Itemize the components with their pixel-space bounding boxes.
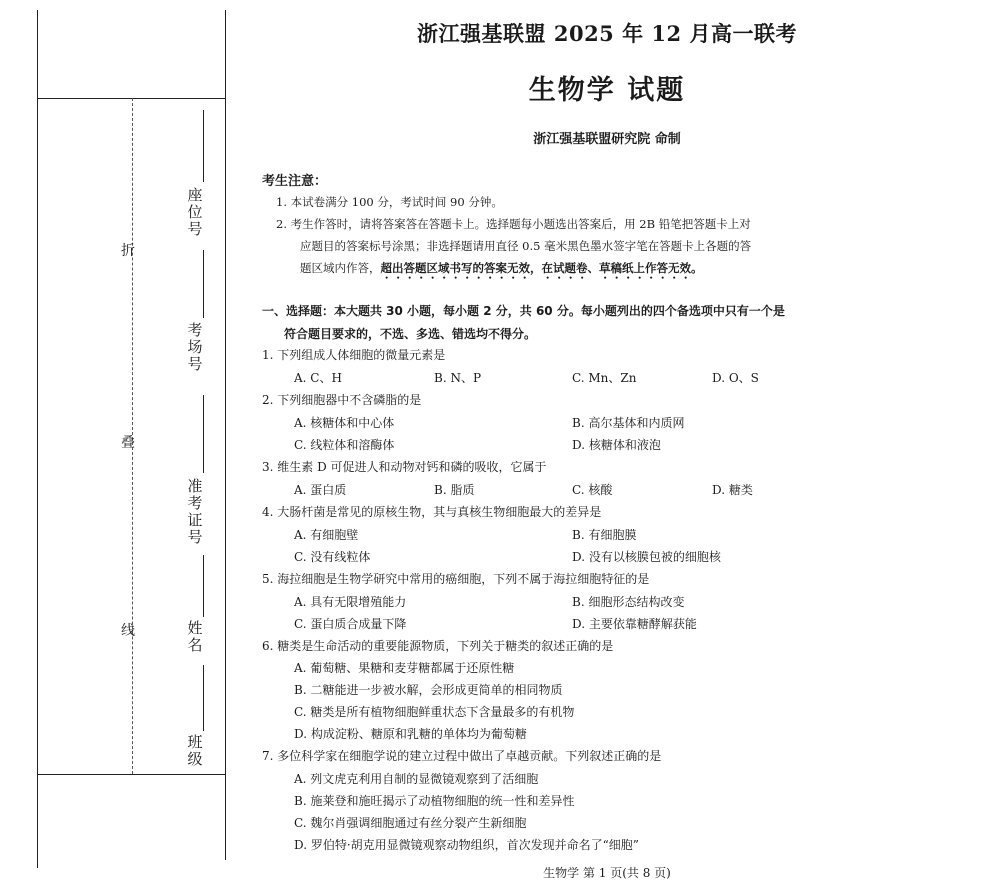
notice-item-2	[276, 213, 846, 282]
question-3-stem: 3. 维生素 D 可促进人和动物对钙和磷的吸收，它属于	[262, 460, 547, 474]
question-6-option-d: D. 构成淀粉、糖原和乳糖的单体均为葡萄糖	[294, 727, 527, 741]
question-3-option-b: B. 脂质	[434, 483, 475, 497]
question-5-stem: 5. 海拉细胞是生物学研究中常用的癌细胞，下列不属于海拉细胞特征的是	[262, 572, 650, 586]
question-6-option-a: A. 葡萄糖、果糖和麦芽糖都属于还原性糖	[294, 661, 515, 675]
strip-outer-line	[37, 10, 38, 868]
question-6-option-b: B. 二糖能进一步被水解，会形成更简单的相同物质	[294, 683, 563, 697]
question-3-option-d: D. 糖类	[712, 483, 753, 497]
page-footer: 生物学 第 1 页(共 8 页)	[543, 866, 671, 880]
question-4-option-b: B. 有细胞膜	[572, 528, 637, 542]
question-5-option-d: D. 主要依靠糖酵解获能	[572, 617, 697, 631]
notice-item-2-line-3	[276, 257, 846, 282]
question-3-option-a: A. 蛋白质	[294, 483, 347, 497]
strip-inner-line	[225, 10, 226, 860]
section-line-2: 符合题目要求的，不选、多选、错选均不得分。	[284, 327, 537, 341]
name-line[interactable]	[203, 555, 204, 617]
question-7-option-c: C. 魏尔肖强调细胞通过有丝分裂产生新细胞	[294, 816, 527, 830]
notice-item-2-line-2: 应题目的答案标号涂黑；非选择题请用直径 0.5 毫米黑色墨水签字笔在答题卡上各题的答	[300, 239, 752, 253]
question-7-stem: 7. 多位科学家在细胞学说的建立过程中做出了卓越贡献。下列叙述正确的是	[262, 749, 662, 763]
admission-number-line[interactable]	[203, 395, 204, 473]
strip-top-line	[37, 98, 225, 99]
question-5-option-c: C. 蛋白质合成量下降	[294, 617, 407, 631]
question-7-option-b: B. 施莱登和施旺揭示了动植物细胞的统一性和差异性	[294, 794, 575, 808]
question-1-stem: 1. 下列组成人体细胞的微量元素是	[262, 348, 446, 362]
exam-room-label: 考场号	[187, 321, 203, 373]
admission-number-label: 准考证号	[187, 477, 203, 546]
question-7-option-d: D. 罗伯特·胡克用显微镜观察动物组织，首次发现并命名了“细胞”	[294, 838, 639, 852]
question-4-option-a: A. 有细胞壁	[294, 528, 359, 542]
binding-strip	[0, 0, 230, 893]
question-2-option-b: B. 高尔基体和内质网	[572, 416, 685, 430]
question-2-stem: 2. 下列细胞器中不含磷脂的是	[262, 393, 422, 407]
notice-heading: 考生注意：	[262, 174, 328, 189]
question-3-option-c: C. 核酸	[572, 483, 613, 497]
fold-char-xian: 线	[121, 623, 135, 639]
question-7-option-a: A. 列文虎克利用自制的显微镜观察到了活细胞	[294, 772, 539, 786]
question-4-option-c: C. 没有线粒体	[294, 550, 371, 564]
notice-emphasis: 超出答题区域书写的答案无效，在试题卷、草稿纸上作答无效。	[380, 261, 703, 275]
exam-title: 浙江强基联盟 2025 年 12 月高一联考	[417, 21, 797, 46]
strip-bottom-line	[37, 774, 225, 775]
question-6-stem: 6. 糖类是生命活动的重要能源物质，下列关于糖类的叙述正确的是	[262, 639, 614, 653]
question-1-option-a: A. C、H	[294, 371, 342, 385]
seat-number-label: 座位号	[187, 186, 203, 238]
section-line-1: 一、选择题：本大题共 30 小题，每小题 2 分，共 60 分。每小题列出的四个备选项中只有一个是	[262, 304, 785, 318]
notice-item-1: 1. 本试卷满分 100 分，考试时间 90 分钟。	[276, 195, 503, 209]
question-1-option-c: C. Mn、Zn	[572, 371, 637, 385]
fold-char-die: 叠	[121, 435, 135, 451]
question-4-option-d: D. 没有以核膜包被的细胞核	[572, 550, 721, 564]
notice-item-2-line-3-text: 题区域内作答，	[300, 261, 381, 275]
fold-char-zhe: 折	[121, 243, 135, 259]
question-1-option-d: D. O、S	[712, 371, 759, 385]
question-2-option-a: A. 核糖体和中心体	[294, 416, 395, 430]
class-label: 班级	[187, 733, 203, 768]
notice-item-2-line-1: 2. 考生作答时，请将答案答在答题卡上。选择题每小题选出答案后，用 2B 铅笔把答题卡上对	[276, 217, 751, 231]
section-heading	[262, 300, 842, 346]
question-6-option-c: C. 糖类是所有植物细胞鲜重状态下含量最多的有机物	[294, 705, 575, 719]
question-5-option-a: A. 具有无限增殖能力	[294, 595, 407, 609]
subject-title: 生物学 试题	[528, 75, 686, 106]
question-1-option-b: B. N、P	[434, 371, 482, 385]
seat-number-line[interactable]	[203, 110, 204, 182]
compiler-line: 浙江强基联盟研究院 命制	[533, 132, 681, 147]
question-4-stem: 4. 大肠杆菌是常见的原核生物，其与真核生物细胞最大的差异是	[262, 505, 602, 519]
question-2-option-c: C. 线粒体和溶酶体	[294, 438, 395, 452]
class-line[interactable]	[203, 665, 204, 731]
exam-room-line[interactable]	[203, 250, 204, 318]
name-label: 姓名	[187, 619, 203, 654]
question-5-option-b: B. 细胞形态结构改变	[572, 595, 685, 609]
question-2-option-d: D. 核糖体和液泡	[572, 438, 661, 452]
